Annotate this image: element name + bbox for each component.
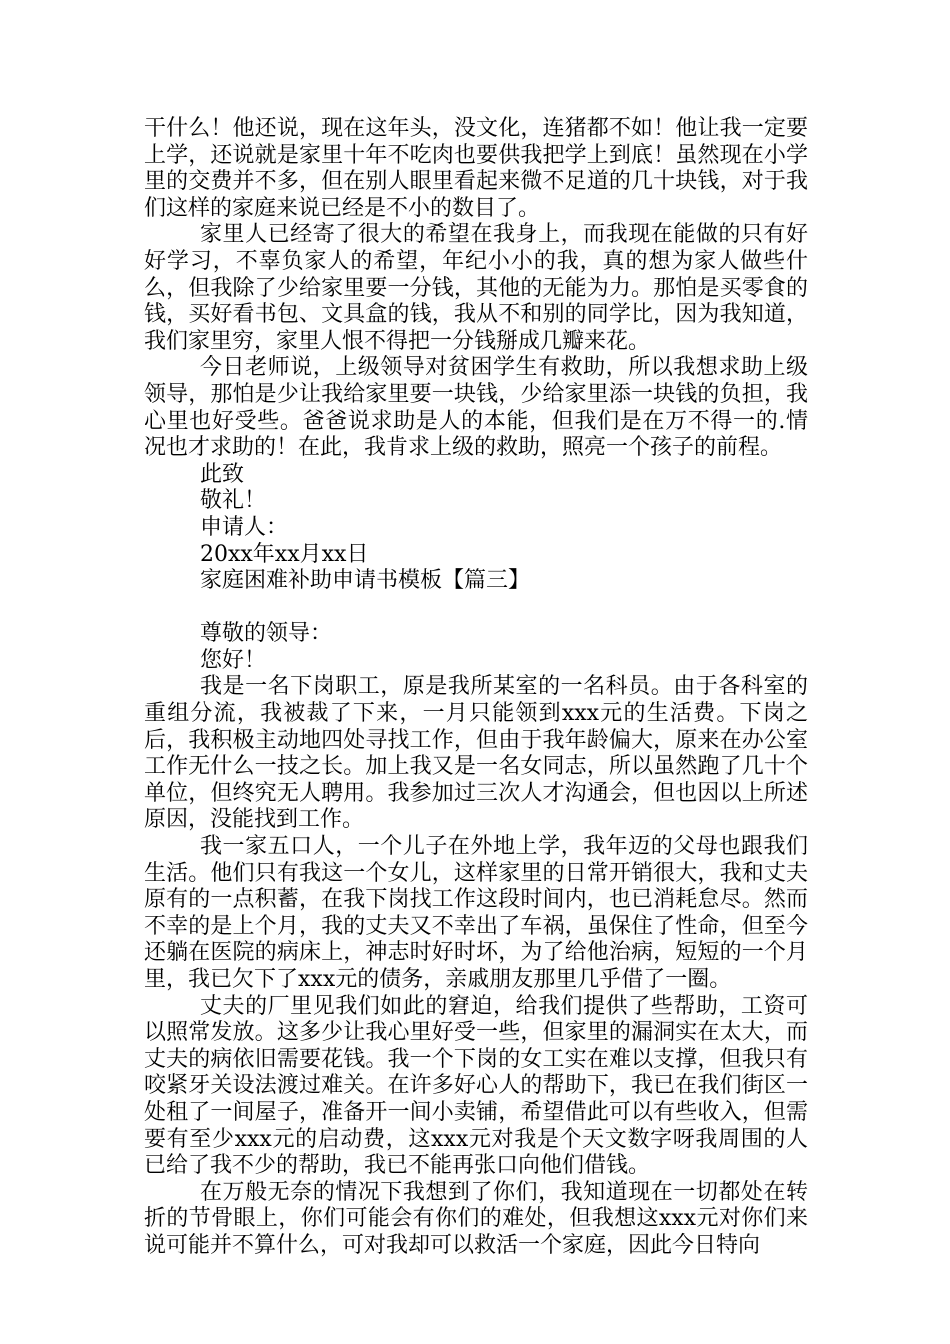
closing-jing-li: 敬礼！ [200, 488, 267, 514]
greeting: 您好！ [200, 647, 267, 673]
paragraph-plea: 在万般无奈的情况下我想到了你们，我知道现在一切都处在转折的节骨眼上，你们可能会有你们的难处，但我想这xxx元对你们来说可能并不算什么，可对我却可以救活一个家庭，因此今日特向 [144, 1179, 808, 1258]
paragraph-request-aid: 今日老师说，上级领导对贫困学生有救助，所以我想求助上级领导，那怕是少让我给家里要一块钱，少给家里添一块钱的负担，我心里也好受些。爸爸说求助是人的本能，但我们是在万不得一的.情况也才求助的！在此，我肯求上级的救助，照亮一个孩子的前程。 [144, 355, 808, 461]
date-line: 20xx年xx月xx日 [200, 541, 369, 567]
section-title: 家庭困难补助申请书模板【篇三】 [200, 568, 531, 594]
applicant-label: 申请人： [200, 514, 289, 540]
salutation: 尊敬的领导： [200, 621, 333, 647]
paragraph-laid-off: 我是一名下岗职工，原是我所某室的一名科员。由于各科室的重组分流，我被裁了下来，一月只能领到xxx元的生活费。下岗之后，我积极主动地四处寻找工作，但由于我年龄偏大，原来在办公室工作无什么一技之长。加上我又是一名女同志，所以虽然跑了几十个单位，但终究无人聘用。我参加过三次人才沟通会，但也因以上所述原因，没能找到工作。 [144, 674, 808, 833]
blank-line [144, 595, 808, 622]
closing-ci-zhi: 此致 [200, 461, 245, 487]
paragraph-factory-help: 丈夫的厂里见我们如此的窘迫，给我们提供了些帮助，工资可以照常发放。这多少让我心里好受一些，但家里的漏洞实在太大，而丈夫的病依旧需要花钱。我一个下岗的女工实在难以支撑，但我只有咬紧牙关设法渡过难关。在许多好心人的帮助下，我已在我们街区一处租了一间屋子，准备开一间小卖铺，希望借此可以有些收入，但需要有至少xxx元的启动费，这xxx元对我是个天文数字呀我周围的人已给了我不少的帮助，我已不能再张口向他们借钱。 [144, 993, 808, 1179]
paragraph-family-situation: 我一家五口人，一个儿子在外地上学，我年迈的父母也跟我们生活。他们只有我这一个女儿，这样家里的日常开销很大，我和丈夫原有的一点积蓄，在我下岗找工作这段时间内，也已消耗怠尽。然而不幸的是上个月，我的丈夫又不幸出了车祸，虽保住了性命，但至今还躺在医院的病床上，神志时好时坏，为了给他治病，短短的一个月里，我已欠下了xxx元的债务，亲戚朋友那里几乎借了一圈。 [144, 834, 808, 992]
document-page [144, 116, 808, 1260]
paragraph-continuation: 干什么！他还说，现在这年头，没文化，连猪都不如！他让我一定要上学，还说就是家里十年不吃肉也要供我把学上到底！虽然现在小学里的交费并不多，但在别人眼里看起来微不足道的几十块钱，对于我们这样的家庭来说已经是不小的数目了。 [144, 116, 808, 221]
paragraph-family-hope: 家里人已经寄了很大的希望在我身上，而我现在能做的只有好好学习，不辜负家人的希望，年纪小小的我，真的想为家人做些什么，但我除了少给家里要一分钱，其他的无能为力。那怕是买零食的钱，买好看书包、文具盒的钱，我从不和别的同学比，因为我知道，我们家里穷，家里人恨不得把一分钱掰成几瓣来花。 [144, 222, 808, 354]
